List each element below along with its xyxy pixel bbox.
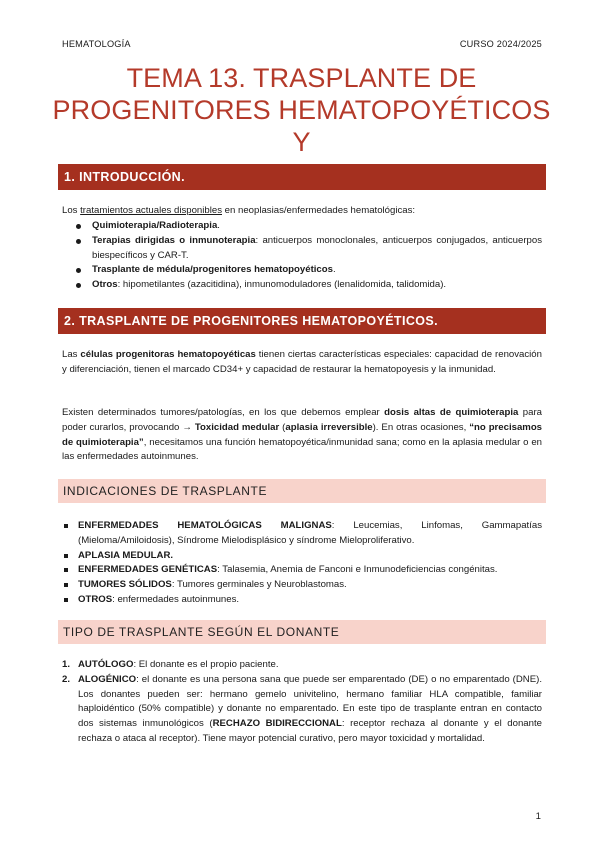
item-bold: APLASIA MEDULAR. bbox=[78, 549, 174, 561]
title-line-1: TEMA 13. TRASPLANTE DE bbox=[126, 63, 477, 93]
item-bold: ENFERMEDADES GENÉTICAS bbox=[78, 564, 218, 576]
indicaciones-list bbox=[62, 519, 542, 608]
item-bold: RECHAZO BIDIRECCIONAL bbox=[212, 718, 342, 730]
text-span: , necesitamos una función hematopoyética/inmunidad sana; como en la aplasia medular o en las enfermedades autoinmunes. bbox=[62, 436, 542, 463]
item-text: . bbox=[332, 264, 336, 276]
item-text: : receptor rechaza al donante y el donante rechaza o ataca al receptor). Tiene mayor potencial curativo, pero mayor toxicidad y mortalidad. bbox=[78, 718, 542, 744]
text-bold: dosis altas de quimioterapia bbox=[384, 407, 519, 418]
paragraph-celulas bbox=[62, 348, 542, 378]
list-item bbox=[62, 549, 542, 564]
bullet-icon bbox=[76, 268, 81, 273]
item-text: . bbox=[217, 220, 220, 231]
item-text: : anticuerpos monoclonales, anticuerpos conjugados, anticuerpos biespecíficos y CAR-T. bbox=[92, 234, 542, 261]
text-bold: células progenitoras hematopoyéticas bbox=[80, 349, 256, 360]
item-text: : hipometilantes (azacitidina), inmunomoduladores (lenalidomida, talidomida). bbox=[117, 279, 447, 291]
item-bold: OTROS bbox=[78, 593, 113, 605]
item-bold: AUTÓLOGO bbox=[78, 659, 134, 670]
list-item bbox=[62, 673, 542, 747]
text-bold: Toxicidad medular bbox=[194, 421, 280, 433]
title-line-2: PROGENITORES HEMATOPOYÉTICOS Y bbox=[52, 95, 551, 157]
item-bold: ALOGÉNICO bbox=[78, 673, 137, 685]
treatments-list bbox=[62, 219, 542, 293]
square-bullet-icon bbox=[64, 554, 68, 558]
list-item bbox=[62, 519, 542, 549]
bullet-icon bbox=[76, 224, 81, 229]
bullet-icon bbox=[76, 283, 81, 288]
item-text: : El donante es el propio paciente. bbox=[133, 659, 279, 670]
item-text: : Tumores germinales y Neuroblastomas. bbox=[171, 579, 347, 591]
item-bold: Trasplante de médula/progenitores hematopoyéticos bbox=[92, 264, 333, 276]
list-item bbox=[62, 219, 542, 234]
intro-pre: Los bbox=[62, 205, 81, 216]
list-item bbox=[62, 578, 542, 593]
page-number: 1 bbox=[535, 811, 541, 822]
list-item bbox=[62, 263, 542, 278]
paragraph-tumores bbox=[62, 406, 542, 465]
section-heading-trasplante: 2. TRASPLANTE DE PROGENITORES HEMATOPOYÉTICOS. bbox=[58, 308, 546, 334]
square-bullet-icon bbox=[64, 583, 68, 587]
list-item bbox=[62, 563, 542, 578]
text-span: para poder curarlos, provocando → bbox=[62, 407, 542, 433]
text-bold: aplasia irreversible bbox=[285, 421, 373, 433]
item-number: 2. bbox=[62, 673, 71, 685]
item-text: : Leucemias, Linfomas, Gammapatías (Mieloma/Amiloidosis), Síndrome Mielodisplásico y síndrome Mieloproliferativo. bbox=[78, 520, 542, 546]
square-bullet-icon bbox=[64, 598, 68, 602]
header-course: CURSO 2024/2025 bbox=[459, 39, 542, 49]
item-text: : Talasemia, Anemia de Fanconi e Inmunodeficiencias congénitas. bbox=[217, 564, 498, 576]
text-span: ( bbox=[279, 421, 286, 433]
item-number: 1. bbox=[62, 659, 71, 670]
subheading-indicaciones: INDICACIONES DE TRASPLANTE bbox=[58, 479, 546, 503]
square-bullet-icon bbox=[64, 568, 68, 572]
item-bold: TUMORES SÓLIDOS bbox=[78, 579, 172, 591]
text-span: ). En otras ocasiones, bbox=[372, 421, 470, 433]
list-item bbox=[62, 234, 542, 264]
list-item bbox=[62, 658, 542, 673]
intro-paragraph bbox=[62, 204, 542, 219]
item-text: : enfermedades autoinmunes. bbox=[112, 593, 240, 605]
text-span: tienen ciertas características especiales: capacidad de renovación y diferenciación, tienen el marcado CD34+ y capacidad de restaurar la hematopoyesis y la inmunidad. bbox=[62, 349, 542, 375]
item-bold: Otros bbox=[92, 279, 118, 291]
item-text: : el donante es una persona sana que puede ser emparentado (DE) o no emparentado (DNE). Los donantes pueden ser: hermano gemelo univitelino, hermano familiar HLA compatible, familiar haploidéntico (50% compatible) y donante no emparentado. En este tipo de trasplante entran en contacto dos sistemas inmunológicos ( bbox=[78, 673, 542, 730]
text-bold: “no precisamos de quimioterapia” bbox=[62, 421, 543, 448]
subheading-tipo-trasplante: TIPO DE TRASPLANTE SEGÚN EL DONANTE bbox=[58, 620, 546, 644]
tipo-list bbox=[62, 658, 542, 747]
text-span: Existen determinados tumores/patologías, en los que debemos emplear bbox=[62, 407, 385, 418]
square-bullet-icon bbox=[64, 524, 68, 528]
text-span: Las bbox=[62, 349, 81, 360]
bullet-icon bbox=[76, 239, 81, 244]
intro-underlined: tratamientos actuales disponibles bbox=[80, 205, 222, 216]
item-bold: Quimioterapia/Radioterapia bbox=[92, 220, 218, 231]
intro-post: en neoplasias/enfermedades hematológicas: bbox=[222, 205, 416, 216]
list-item bbox=[62, 278, 542, 293]
list-item bbox=[62, 593, 542, 608]
section-heading-introduccion: 1. INTRODUCCIÓN. bbox=[58, 164, 546, 190]
header-subject: HEMATOLOGÍA bbox=[62, 39, 131, 49]
item-bold: Terapias dirigidas o inmunoterapia bbox=[92, 234, 256, 246]
item-bold: ENFERMEDADES HEMATOLÓGICAS MALIGNAS bbox=[78, 520, 332, 531]
